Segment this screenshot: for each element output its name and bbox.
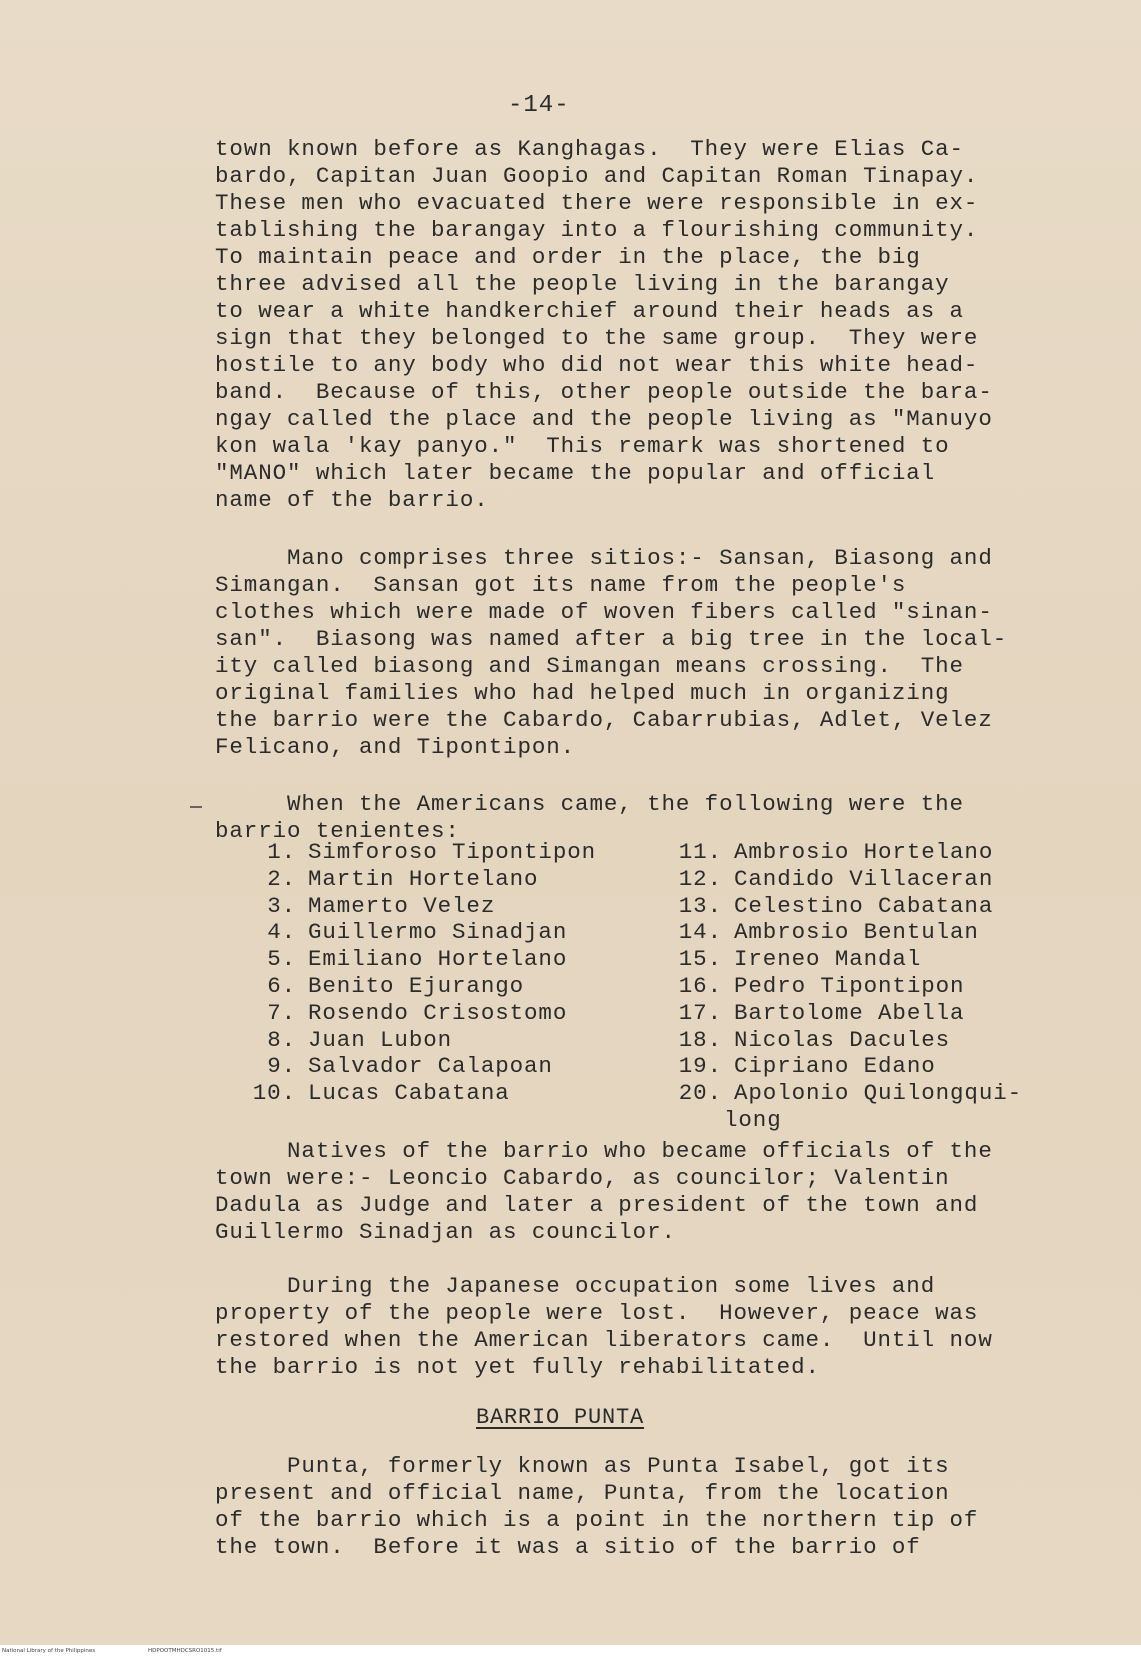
list-item-number: 1. — [267, 839, 296, 865]
list-item — [248, 1080, 596, 1107]
text-line: ity called biasong and Simangan means crossing. The — [215, 653, 964, 679]
text-line: These men who evacuated there were responsible in ex- — [215, 190, 979, 216]
text-line: property of the people were lost. However, peace was — [215, 1300, 979, 1326]
list-item — [248, 893, 596, 920]
list-item-number: 18. — [678, 1026, 722, 1053]
list-item-name: Simforoso Tipontipon — [308, 839, 597, 865]
list-item-name: Ireneo Mandal — [734, 946, 922, 973]
list-item — [248, 946, 596, 973]
list-item-number: 3. — [267, 892, 296, 919]
list-item-number: 8. — [267, 1026, 296, 1053]
paragraph-sitios — [215, 545, 1095, 761]
list-item-number: 2. — [267, 865, 296, 892]
paragraph-native-officials — [215, 1138, 1095, 1246]
list-item-name: Candido Villaceran — [734, 865, 994, 892]
text-line: name of the barrio. — [215, 487, 489, 513]
paragraph-punta-origin — [215, 1453, 1095, 1561]
list-item-name: Ambrosio Hortelano — [734, 839, 994, 865]
paragraph-kanghagas-origin — [215, 136, 1095, 514]
margin-mark — [190, 806, 202, 808]
list-item — [248, 919, 596, 946]
text-line: Dadula as Judge and later a president of the town and — [215, 1192, 979, 1218]
text-line: restored when the American liberators came. Until now — [215, 1327, 993, 1353]
text-line: three advised all the people living in the barangay — [215, 271, 950, 297]
footer-file-id: HDPOOTMHDCSRO1015.tif — [148, 1648, 222, 1654]
text-line: the barrio is not yet fully rehabilitated. — [215, 1354, 820, 1380]
list-item — [664, 1000, 1022, 1027]
text-line: To maintain peace and order in the place, the big — [215, 244, 921, 270]
text-line: tablishing the barangay into a flourishing community. — [215, 217, 979, 243]
text-line: hostile to any body who did not wear this white head- — [215, 352, 979, 378]
list-item-number: 7. — [267, 999, 296, 1026]
list-item — [248, 973, 596, 1000]
section-heading-barrio-punta: BARRIO PUNTA — [476, 1405, 645, 1430]
list-item — [664, 1027, 1022, 1054]
tenientes-list-left — [248, 839, 596, 1107]
paragraph-tenientes-intro — [215, 791, 1095, 845]
text-line: the town. Before it was a sitio of the barrio of — [215, 1534, 921, 1560]
list-item-number: 10. — [252, 1080, 296, 1107]
paragraph-japanese-occupation — [215, 1273, 1095, 1381]
list-item-name: Nicolas Dacules — [734, 1026, 951, 1053]
list-item — [248, 866, 596, 893]
list-item-number: 20. — [678, 1080, 722, 1107]
text-line: barrio tenientes: — [215, 818, 460, 844]
list-item-name: Benito Ejurango — [308, 972, 525, 999]
list-item — [248, 1000, 596, 1027]
list-item-name: Rosendo Crisostomo — [308, 999, 568, 1026]
list-item — [664, 893, 1022, 920]
text-line: band. Because of this, other people outside the bara- — [215, 379, 993, 405]
list-item-number: 4. — [267, 919, 296, 946]
list-item-name: Martin Hortelano — [308, 865, 539, 892]
page-number: -14- — [508, 92, 570, 119]
text-line: original families who had helped much in organizing — [215, 680, 950, 706]
list-item — [248, 1027, 596, 1054]
text-line: to wear a white handkerchief around their heads as a — [215, 298, 964, 324]
text-line: "MANO" which later became the popular and official — [215, 460, 936, 486]
text-line: Guillermo Sinadjan as councilor. — [215, 1219, 676, 1245]
text-line: Natives of the barrio who became officials of the — [215, 1138, 993, 1164]
list-item — [664, 1053, 1022, 1080]
list-item-number: 16. — [678, 972, 722, 999]
list-item-name: Mamerto Velez — [308, 892, 496, 919]
list-item — [664, 919, 1022, 946]
text-line: Punta, formerly known as Punta Isabel, got its — [215, 1453, 950, 1479]
list-item-name: Pedro Tipontipon — [734, 972, 965, 999]
list-item-number: 19. — [678, 1053, 722, 1080]
text-line: During the Japanese occupation some lives and — [215, 1273, 936, 1299]
list-item-name: Apolonio Quilongqui- — [734, 1080, 1023, 1107]
text-line: When the Americans came, the following were the — [215, 791, 964, 817]
list-item — [248, 1053, 596, 1080]
list-item-number: 17. — [678, 999, 722, 1026]
list-item — [664, 1080, 1022, 1107]
list-item-name: Salvador Calapoan — [308, 1053, 553, 1080]
text-line: Simangan. Sansan got its name from the people's — [215, 572, 907, 598]
list-item-name: Ambrosio Bentulan — [734, 919, 979, 946]
tenientes-list-right — [664, 839, 1022, 1134]
list-item — [248, 839, 596, 866]
list-item — [664, 839, 1022, 866]
text-line: present and official name, Punta, from the location — [215, 1480, 950, 1506]
list-item-number: 9. — [267, 1053, 296, 1080]
text-line: of the barrio which is a point in the northern tip of — [215, 1507, 979, 1533]
footer-library: National Library of the Philippines — [2, 1648, 96, 1654]
text-line: Felicano, and Tipontipon. — [215, 734, 576, 760]
list-item-name: Guillermo Sinadjan — [308, 919, 568, 946]
list-item-name: Bartolome Abella — [734, 999, 965, 1026]
list-item-number: 13. — [678, 892, 722, 919]
list-item-name: Celestino Cabatana — [734, 892, 994, 919]
list-item-name: Lucas Cabatana — [308, 1080, 510, 1107]
text-line: san". Biasong was named after a big tree in the local- — [215, 626, 1008, 652]
text-line: ngay called the place and the people living as "Manuyo — [215, 406, 993, 432]
text-line: clothes which were made of woven fibers called "sinan- — [215, 599, 993, 625]
text-line: sign that they belonged to the same group. They were — [215, 325, 979, 351]
list-item — [664, 866, 1022, 893]
list-item-name: Cipriano Edano — [734, 1053, 936, 1080]
list-item-number: 6. — [267, 972, 296, 999]
list-item-continuation: long — [724, 1106, 782, 1133]
text-line: the barrio were the Cabardo, Cabarrubias, Adlet, Velez — [215, 707, 993, 733]
text-line: Mano comprises three sitios:- Sansan, Biasong and — [215, 545, 993, 571]
list-item-number: 12. — [678, 865, 722, 892]
list-item-number: 11. — [678, 839, 722, 865]
list-item — [664, 973, 1022, 1000]
text-line: town known before as Kanghagas. They were Elias Ca- — [215, 136, 964, 162]
list-item-name: Emiliano Hortelano — [308, 946, 568, 973]
text-line: town were:- Leoncio Cabardo, as councilor; Valentin — [215, 1165, 950, 1191]
list-item-number: 14. — [678, 919, 722, 946]
text-line: kon wala 'kay panyo." This remark was shortened to — [215, 433, 950, 459]
scan-footer — [0, 1645, 1141, 1658]
list-item — [664, 946, 1022, 973]
list-item-name: Juan Lubon — [308, 1026, 453, 1053]
list-item-number: 5. — [267, 946, 296, 973]
text-line: bardo, Capitan Juan Goopio and Capitan Roman Tinapay. — [215, 163, 979, 189]
list-item-number: 15. — [678, 946, 722, 973]
